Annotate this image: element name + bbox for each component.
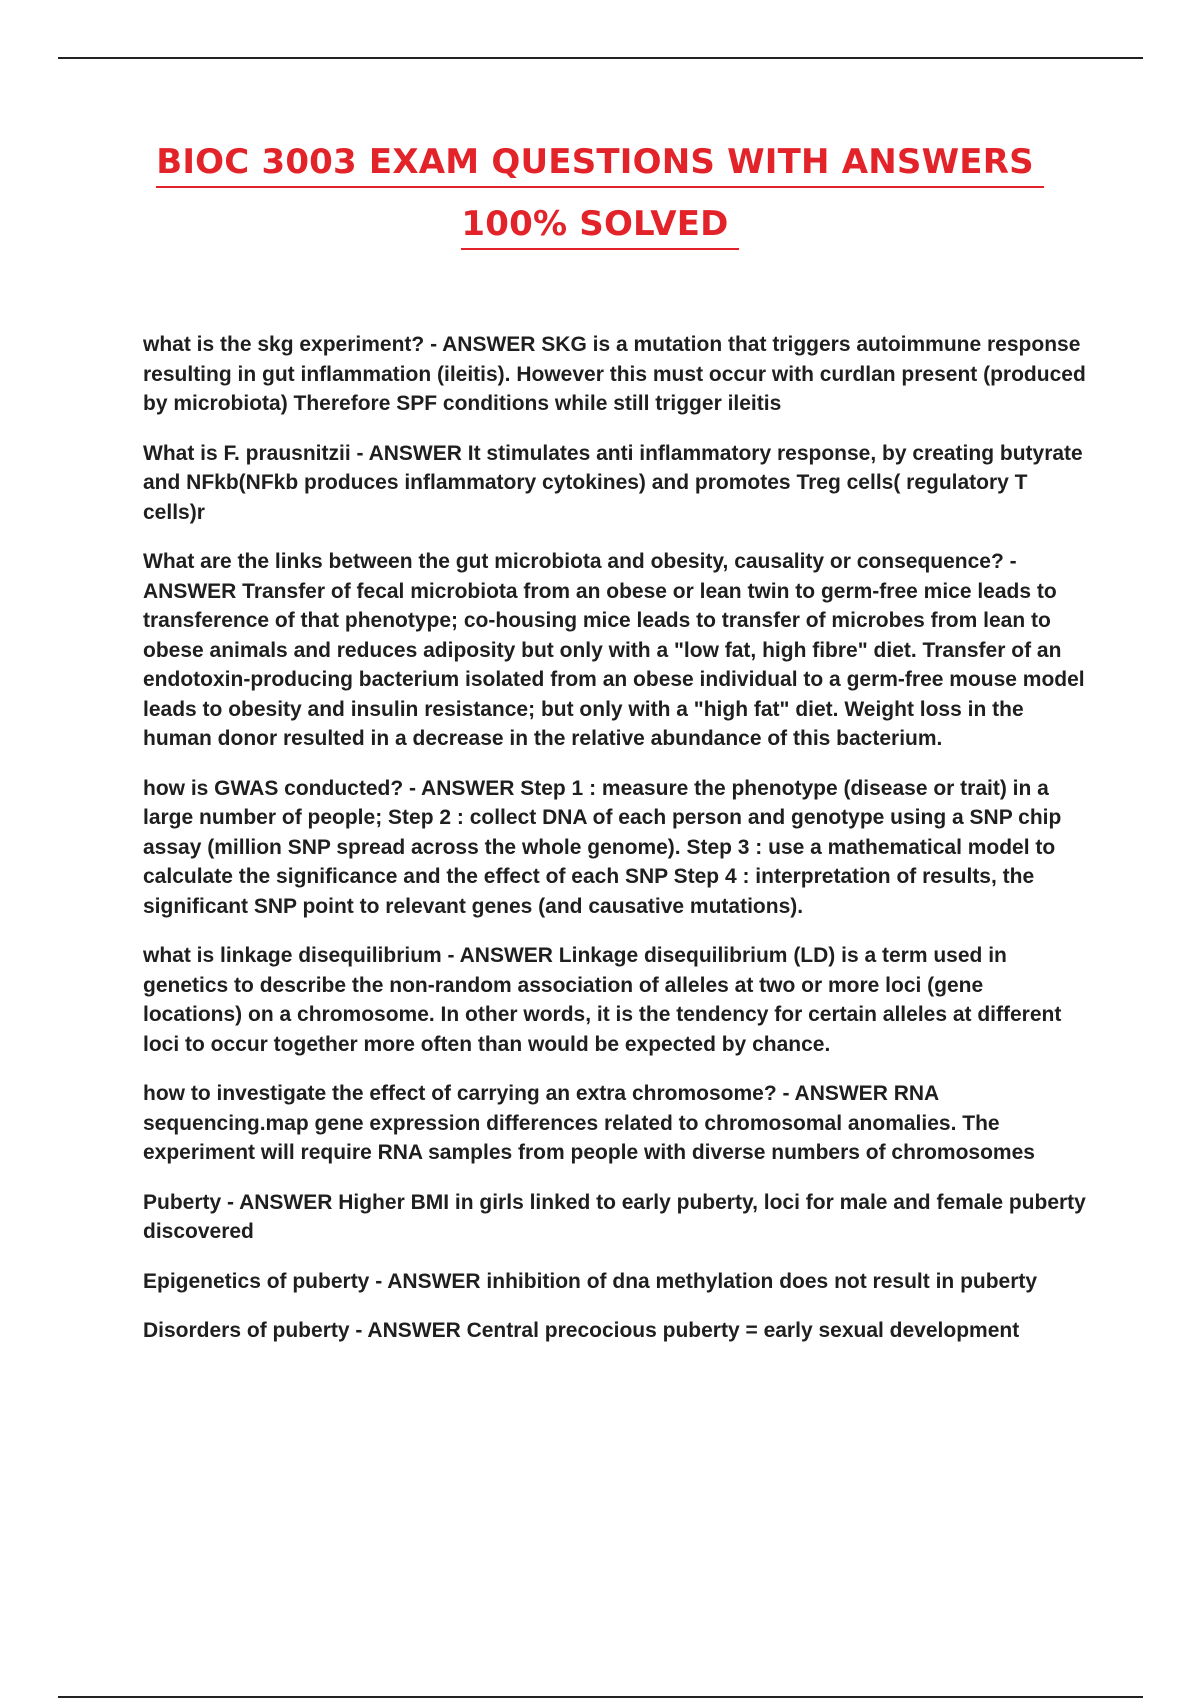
qa-item: What is F. prausnitzii - ANSWER It stimulates anti inflammatory response, by creating butyrate and NFkb(NFkb produces inflammatory cytokines) and promotes Treg cells( regulatory T cells)r <box>143 441 1083 524</box>
qa-item: how is GWAS conducted? - ANSWER Step 1 : measure the phenotype (disease or trait) in a large number of people; Step 2 : collect DNA of each person and genotype using a SNP chip assay (million SNP spread across the whole genome). Step 3 : use a mathematical model to calculate the significance and the effect of each SNP Step 4 : interpretation of results, the significant SNP point to relevant genes (and causative mutations). <box>143 776 1062 918</box>
qa-item: what is the skg experiment? - ANSWER SKG is a mutation that triggers autoimmune response resulting in gut inflammation (ileitis). However this must occur with curdlan present (produced by microbiota) Therefore SPF conditions while still trigger ileitis <box>143 333 1086 415</box>
bottom-rule <box>58 1696 1143 1698</box>
qa-item: Epigenetics of puberty - ANSWER inhibition of dna methylation does not result in puberty <box>143 1269 1038 1293</box>
qa-list <box>143 330 1088 1366</box>
top-rule <box>58 57 1143 59</box>
qa-item: Puberty - ANSWER Higher BMI in girls linked to early puberty, loci for male and female puberty discovered <box>143 1190 1086 1243</box>
document-title <box>0 140 1200 250</box>
qa-item: Disorders of puberty - ANSWER Central precocious puberty = early sexual development <box>143 1319 1020 1342</box>
title-line-1: BIOC 3003 EXAM QUESTIONS WITH ANSWERS <box>156 140 1044 188</box>
qa-item: how to investigate the effect of carrying an extra chromosome? - ANSWER RNA sequencing.map gene expression differences related to chromosomal anomalies. The experiment will require RNA samples from people with diverse numbers of chromosomes <box>143 1082 1035 1164</box>
title-line-2: 100% SOLVED <box>461 202 738 250</box>
qa-item: What are the links between the gut microbiota and obesity, causality or consequence? - ANSWER Transfer of fecal microbiota from an obese or lean twin to germ-free mice leads to transference of that phenotype; co-housing mice leads to transfer of microbes from lean to obese animals and reduces adiposity but only with a "low fat, high fibre" diet. Transfer of an endotoxin-producing bacterium isolated from an obese individual to a germ-free mouse model leads to obesity and insulin resistance; but only with a "high fat" diet. Weight loss in the human donor resulted in a decrease in the relative abundance of this bacterium. <box>143 550 1085 750</box>
qa-item: what is linkage disequilibrium - ANSWER Linkage disequilibrium (LD) is a term used in genetics to describe the non-random association of alleles at two or more loci (gene locations) on a chromosome. In other words, it is the tendency for certain alleles at different loci to occur together more often than would be expected by chance. <box>143 944 1062 1056</box>
